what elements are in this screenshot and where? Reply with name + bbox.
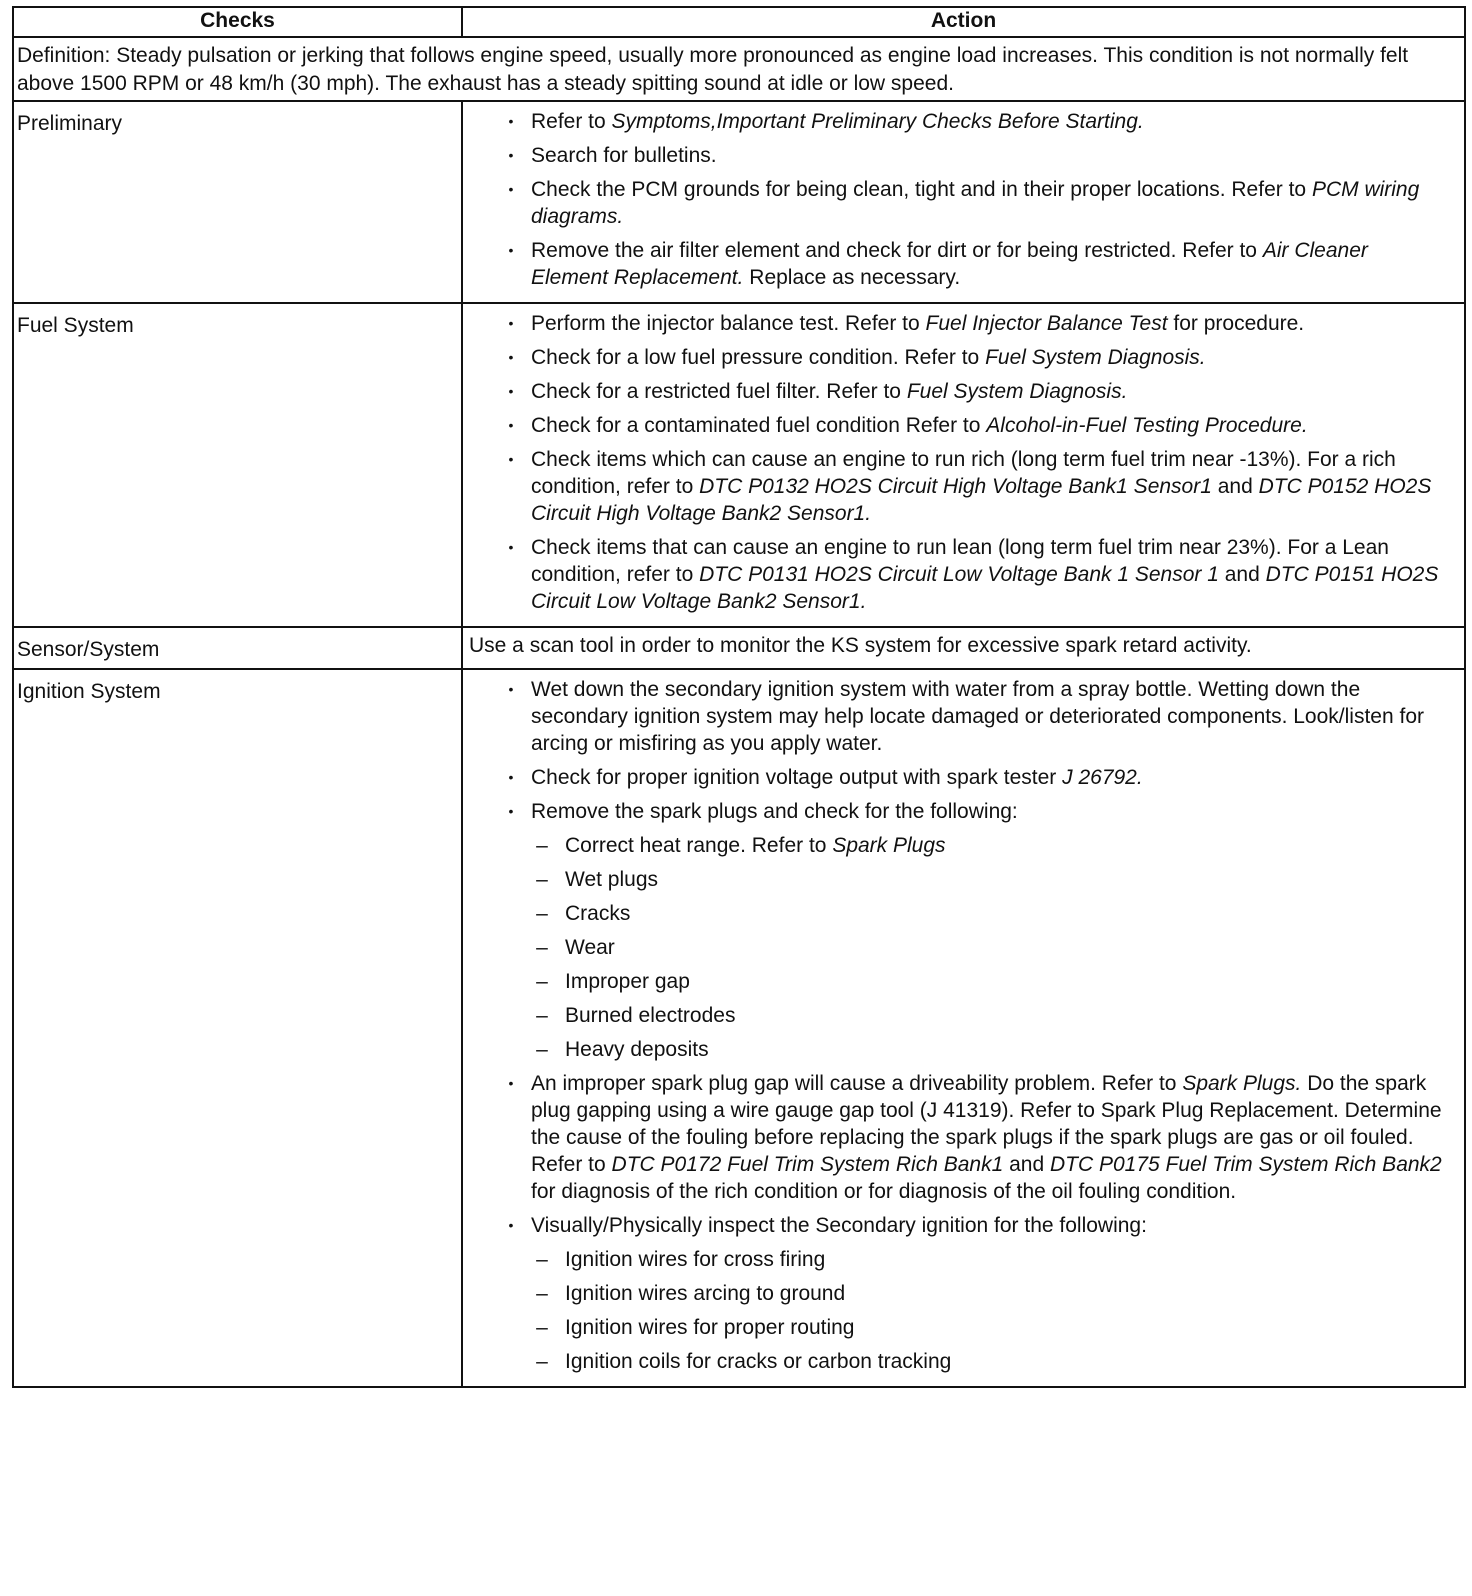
action-cell-sensor-system: Use a scan tool in order to monitor the KS system for excessive spark retard activity. [462,627,1465,669]
action-item [499,310,1450,337]
action-list [463,102,1464,302]
sub-item [531,1036,1450,1063]
text-segment: Search for bulletins. [531,144,717,167]
sub-item [531,832,1450,859]
bullet-icon: • [508,417,514,433]
sub-list [531,1246,1450,1375]
row-ignition-system [13,669,1465,1387]
text-segment: Visually/Physically inspect the Secondary ignition for the following: [531,1214,1147,1237]
row-preliminary [13,101,1465,303]
bullet-icon: • [508,315,514,331]
dash-icon: – [536,1004,548,1027]
sub-item [531,968,1450,995]
definition-text: Definition: Steady pulsation or jerking that follows engine speed, usually more pronounced as engine load increases. This condition is not normally felt above 1500 RPM or 48 km/h (30 mph). The exhaust has a steady spitting sound at idle or low speed. [13,37,1465,101]
reference-text: DTC P0152 HO2S Circuit High Voltage Bank2 Sensor1. [531,475,1432,525]
bullet-icon: • [508,113,514,129]
diagnostic-page [12,6,1464,1388]
dash-icon: – [536,1248,548,1271]
text-segment: and [1218,563,1266,586]
bullet-icon: • [508,769,514,785]
text-segment: Check items that can cause an engine to run lean (long term fuel trim near 23%). For a Lean condition, refer to [531,536,1389,586]
bullet-icon: • [508,451,514,467]
text-segment: Ignition wires for cross firing [565,1248,826,1271]
action-item [499,764,1450,791]
header-row [13,7,1465,37]
reference-text: Fuel System Diagnosis. [985,346,1206,369]
row-sensor-system [13,627,1465,669]
action-item [499,798,1450,1063]
text-segment: Replace as necessary. [743,266,961,289]
text-segment: Check for a low fuel pressure condition. Refer to [531,346,986,369]
bullet-icon: • [508,803,514,819]
text-segment: Ignition wires arcing to ground [565,1282,846,1305]
bullet-icon: • [508,1217,514,1233]
sub-item [531,934,1450,961]
sub-item [531,1246,1450,1273]
reference-text: DTC P0131 HO2S Circuit Low Voltage Bank 1 Sensor 1 [699,563,1219,586]
sub-item [531,1314,1450,1341]
action-item [499,1070,1450,1205]
text-segment: Check the PCM grounds for being clean, tight and in their proper locations. Refer to [531,178,1312,201]
dash-icon: – [536,1316,548,1339]
action-item [499,1212,1450,1375]
reference-text: Spark Plugs [832,834,946,857]
reference-text: DTC P0175 Fuel Trim System Rich Bank2 [1050,1153,1442,1176]
bullet-icon: • [508,539,514,555]
reference-text: Fuel Injector Balance Test [925,312,1168,335]
action-item [499,446,1450,527]
bullet-icon: • [508,147,514,163]
action-item [499,378,1450,405]
check-label-sensor-system: Sensor/System [13,627,462,669]
action-header: Action [462,7,1465,37]
reference-text: J 26792. [1062,766,1143,789]
action-item [499,108,1450,135]
dash-icon: – [536,1038,548,1061]
reference-text: DTC P0132 HO2S Circuit High Voltage Bank1 Sensor1 [699,475,1212,498]
sub-item [531,900,1450,927]
bullet-icon: • [508,681,514,697]
sub-item [531,866,1450,893]
text-segment: and [1003,1153,1050,1176]
text-segment: An improper spark plug gap will cause a driveability problem. Refer to [531,1072,1183,1095]
bullet-icon: • [508,242,514,258]
action-item [499,237,1450,291]
dash-icon: – [536,936,548,959]
action-item [499,344,1450,371]
text-segment: Ignition wires for proper routing [565,1316,855,1339]
reference-text: Symptoms,Important Preliminary Checks Before Starting. [611,110,1144,133]
sub-item [531,1348,1450,1375]
dash-icon: – [536,1350,548,1373]
text-segment: Burned electrodes [565,1004,736,1027]
dash-icon: – [536,970,548,993]
text-segment: Correct heat range. Refer to [565,834,833,857]
text-segment: Heavy deposits [565,1038,709,1061]
text-segment: Remove the air filter element and check for dirt or for being restricted. Refer to [531,239,1263,262]
sub-item [531,1280,1450,1307]
action-list [463,304,1464,626]
text-segment: Do the spark plug gapping using a wire gauge gap tool (J 41319). Refer to Spark Plug Replacement. Determine the cause of the fouling before replacing the spark plugs if the spark plugs are gas or oil fouled. Refer to [531,1072,1442,1176]
text-segment: Remove the spark plugs and check for the following: [531,800,1018,823]
definition-row [13,37,1465,101]
reference-text: Alcohol-in-Fuel Testing Procedure. [986,414,1308,437]
reference-text: Fuel System Diagnosis. [906,380,1128,403]
dash-icon: – [536,834,548,857]
check-label-preliminary: Preliminary [13,101,462,303]
dash-icon: – [536,868,548,891]
text-segment: Refer to [531,110,612,133]
action-item [499,142,1450,169]
text-segment: Wear [565,936,615,959]
action-cell-fuel-system [462,303,1465,627]
sub-list [531,832,1450,1063]
check-label-ignition-system: Ignition System [13,669,462,1387]
row-fuel-system [13,303,1465,627]
reference-text: Air Cleaner Element Replacement. [531,239,1368,289]
action-item [499,534,1450,615]
checks-header: Checks [13,7,462,37]
bullet-icon: • [508,383,514,399]
text-segment: Perform the injector balance test. Refer to [531,312,926,335]
action-item [499,176,1450,230]
text-segment: and [1211,475,1259,498]
action-cell-preliminary [462,101,1465,303]
action-list [463,670,1464,1386]
bullet-icon: • [508,349,514,365]
action-item [499,412,1450,439]
text-segment: Check items which can cause an engine to run rich (long term fuel trim near -13%). For a rich condition, refer to [531,448,1396,498]
reference-text: Spark Plugs. [1182,1072,1302,1095]
diagnostic-table [12,6,1466,1388]
text-segment: Cracks [565,902,631,925]
check-label-fuel-system: Fuel System [13,303,462,627]
action-item [499,676,1450,757]
dash-icon: – [536,1282,548,1305]
text-segment: Improper gap [565,970,690,993]
text-segment: Check for a contaminated fuel condition Refer to [531,414,987,437]
bullet-icon: • [508,181,514,197]
text-segment: for procedure. [1167,312,1305,335]
bullet-icon: • [508,1075,514,1091]
text-segment: Check for a restricted fuel filter. Refer to [531,380,907,403]
text-segment: Wet down the secondary ignition system with water from a spray bottle. Wetting down the secondary ignition system may help locate damaged or deteriorated components. Look/listen for arcing or misfiring as you apply water. [531,678,1424,755]
reference-text: DTC P0172 Fuel Trim System Rich Bank1 [611,1153,1004,1176]
text-segment: Wet plugs [565,868,658,891]
text-segment: Check for proper ignition voltage output with spark tester [531,766,1063,789]
text-segment: for diagnosis of the rich condition or for diagnosis of the oil fouling condition. [531,1180,1237,1203]
reference-text: PCM wiring diagrams. [531,178,1420,228]
sub-item [531,1002,1450,1029]
text-segment: Ignition coils for cracks or carbon tracking [565,1350,952,1373]
dash-icon: – [536,902,548,925]
action-cell-ignition-system [462,669,1465,1387]
reference-text: DTC P0151 HO2S Circuit Low Voltage Bank2 Sensor1. [531,563,1439,613]
